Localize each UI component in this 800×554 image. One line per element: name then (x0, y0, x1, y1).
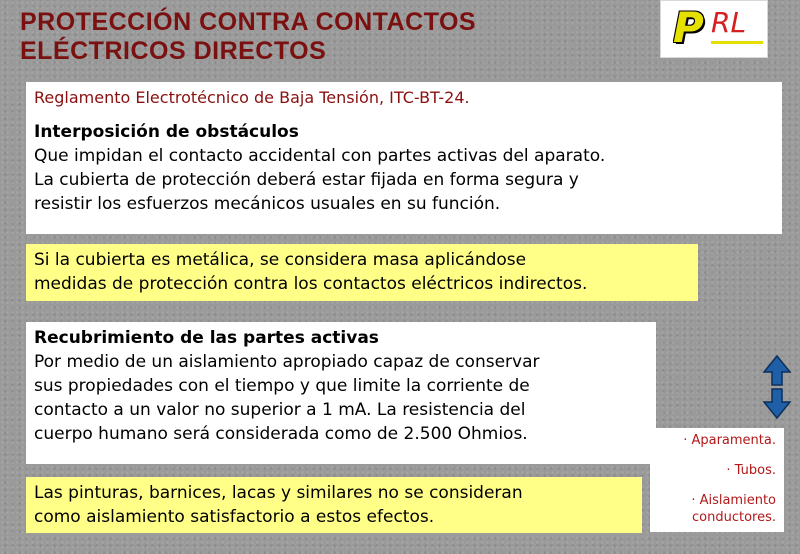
cover-line: cuerpo humano será considerada como de 2.500 Ohmios. (34, 424, 528, 444)
note-line: medidas de protección contra los contactos eléctricos indirectos. (34, 274, 588, 294)
related-links-panel (650, 428, 784, 532)
logo-letters-rl: RL (711, 6, 747, 39)
logo-underline (711, 41, 763, 44)
obstacles-heading: Interposición de obstáculos (34, 122, 299, 142)
note-line: Las pinturas, barnices, lacas y similares no se consideran (34, 483, 523, 503)
regulation-reference: Reglamento Electrotécnico de Baja Tensión, ITC-BT-24. (34, 88, 470, 107)
logo-letter-p: P (673, 3, 704, 52)
page-navigation (762, 354, 792, 420)
obstacles-text (34, 120, 605, 216)
link-aparamenta[interactable]: · Aparamenta. (683, 433, 776, 448)
paints-note (26, 477, 642, 533)
obstacles-line: resistir los esfuerzos mecánicos usuales en su función. (34, 194, 501, 214)
active-parts-cover-panel (26, 322, 656, 464)
obstacles-panel (26, 82, 782, 234)
page-title-line-1: PROTECCIÓN CONTRA CONTACTOS (20, 8, 477, 36)
prl-logo (660, 0, 768, 58)
link-aislamiento-line-1[interactable]: · Aislamiento (691, 493, 776, 508)
note-line: como aislamiento satisfactorio a estos efectos. (34, 507, 435, 527)
page-title (20, 8, 476, 66)
metal-cover-note (26, 244, 698, 301)
note-line: Si la cubierta es metálica, se considera masa aplicándose (34, 250, 527, 270)
cover-line: Por medio de un aislamiento apropiado capaz de conservar (34, 352, 540, 372)
cover-line: sus propiedades con el tiempo y que limite la corriente de (34, 376, 530, 396)
arrow-down-icon[interactable] (764, 389, 790, 418)
obstacles-line: Que impidan el contacto accidental con partes activas del aparato. (34, 146, 606, 166)
arrow-up-icon[interactable] (764, 356, 790, 385)
cover-line: contacto a un valor no superior a 1 mA. La resistencia del (34, 400, 526, 420)
link-aislamiento-line-2[interactable]: conductores. (692, 510, 776, 525)
cover-heading: Recubrimiento de las partes activas (34, 328, 379, 348)
obstacles-line: La cubierta de protección deberá estar fijada en forma segura y (34, 170, 579, 190)
page-title-line-2: ELÉCTRICOS DIRECTOS (20, 37, 327, 65)
link-tubos[interactable]: · Tubos. (726, 463, 776, 478)
